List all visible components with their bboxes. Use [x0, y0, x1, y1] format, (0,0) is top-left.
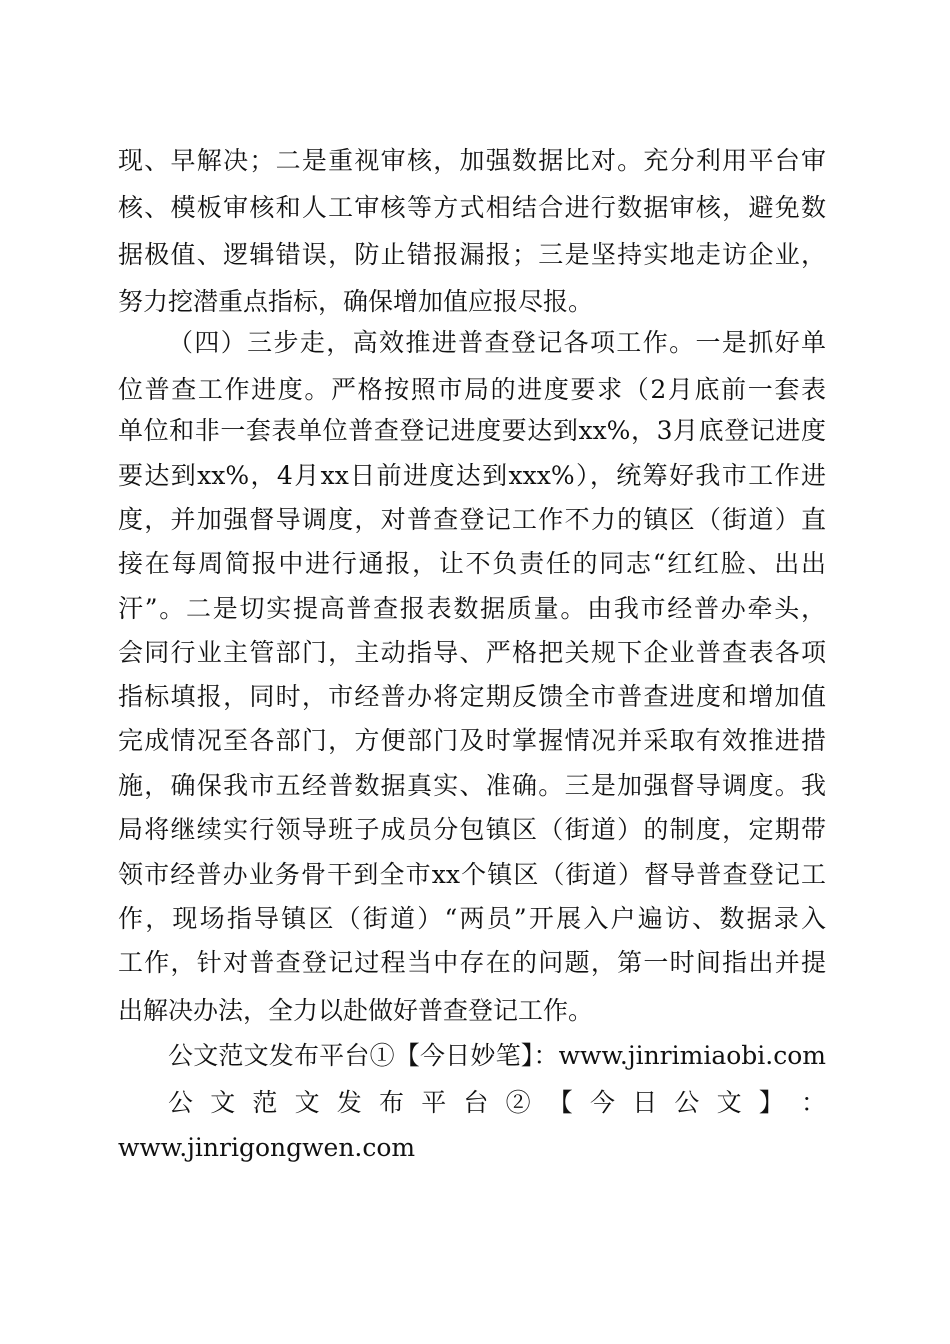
text-line-16: 局将继续实行领导班子成员分包镇区（街道）的制度，定期带 — [118, 815, 826, 844]
text-line-15: 施，确保我市五经普数据真实、准确。三是加强督导调度。我 — [118, 771, 826, 800]
text-line-9: 度，并加强督导调度，对普查登记工作不力的镇区（街道）直 — [118, 505, 826, 534]
text-line-3: 据极值、逻辑错误，防止错报漏报；三是坚持实地走访企业， — [118, 240, 826, 269]
publish-platform-line-2: 公 文 范 文 发 布 平 台 ② 【 今 日 公 文 】 ： — [168, 1088, 826, 1117]
text-line-1: 现、早解决；二是重视审核，加强数据比对。充分利用平台审 — [118, 146, 826, 175]
text-line-11: 汗”。二是切实提高普查报表数据质量。由我市经普办牵头， — [118, 594, 826, 623]
text-line-8: 要达到xx%，4月xx日前进度达到xxx%），统筹好我市工作进 — [118, 461, 826, 490]
text-line-10: 接在每周简报中进行通报，让不负责任的同志“红红脸、出出 — [118, 549, 826, 578]
text-line-13: 指标填报，同时，市经普办将定期反馈全市普查进度和增加值 — [118, 682, 826, 711]
text-line-4: 努力挖潜重点指标，确保增加值应报尽报。 — [118, 287, 594, 316]
publish-platform-line-1: 公文范文发布平台①【今日妙笔】：www.jinrimiaobi.com — [168, 1041, 826, 1070]
publish-platform-url: www.jinrigongwen.com — [118, 1133, 416, 1162]
text-line-2: 核、模板审核和人工审核等方式相结合进行数据审核，避免数 — [118, 193, 826, 222]
text-line-20: 出解决办法，全力以赴做好普查登记工作。 — [118, 996, 594, 1025]
text-line-12: 会同行业主管部门，主动指导、严格把关规下企业普查表各项 — [118, 638, 826, 667]
text-line-7: 单位和非一套表单位普查登记进度要达到xx%，3月底登记进度 — [118, 416, 826, 445]
text-line-14: 完成情况至各部门，方便部门及时掌握情况并采取有效推进措 — [118, 726, 826, 755]
text-line-18: 作，现场指导镇区（街道）“两员”开展入户遍访、数据录入 — [118, 904, 826, 933]
text-line-6: 位普查工作进度。严格按照市局的进度要求（2月底前一套表 — [118, 375, 826, 404]
text-line-17: 领市经普办业务骨干到全市xx个镇区（街道）督导普查登记工 — [118, 860, 826, 889]
text-line-19: 工作，针对普查登记过程当中存在的问题，第一时间指出并提 — [118, 948, 826, 977]
section-heading-line: （四）三步走，高效推进普查登记各项工作。一是抓好单 — [168, 328, 826, 357]
